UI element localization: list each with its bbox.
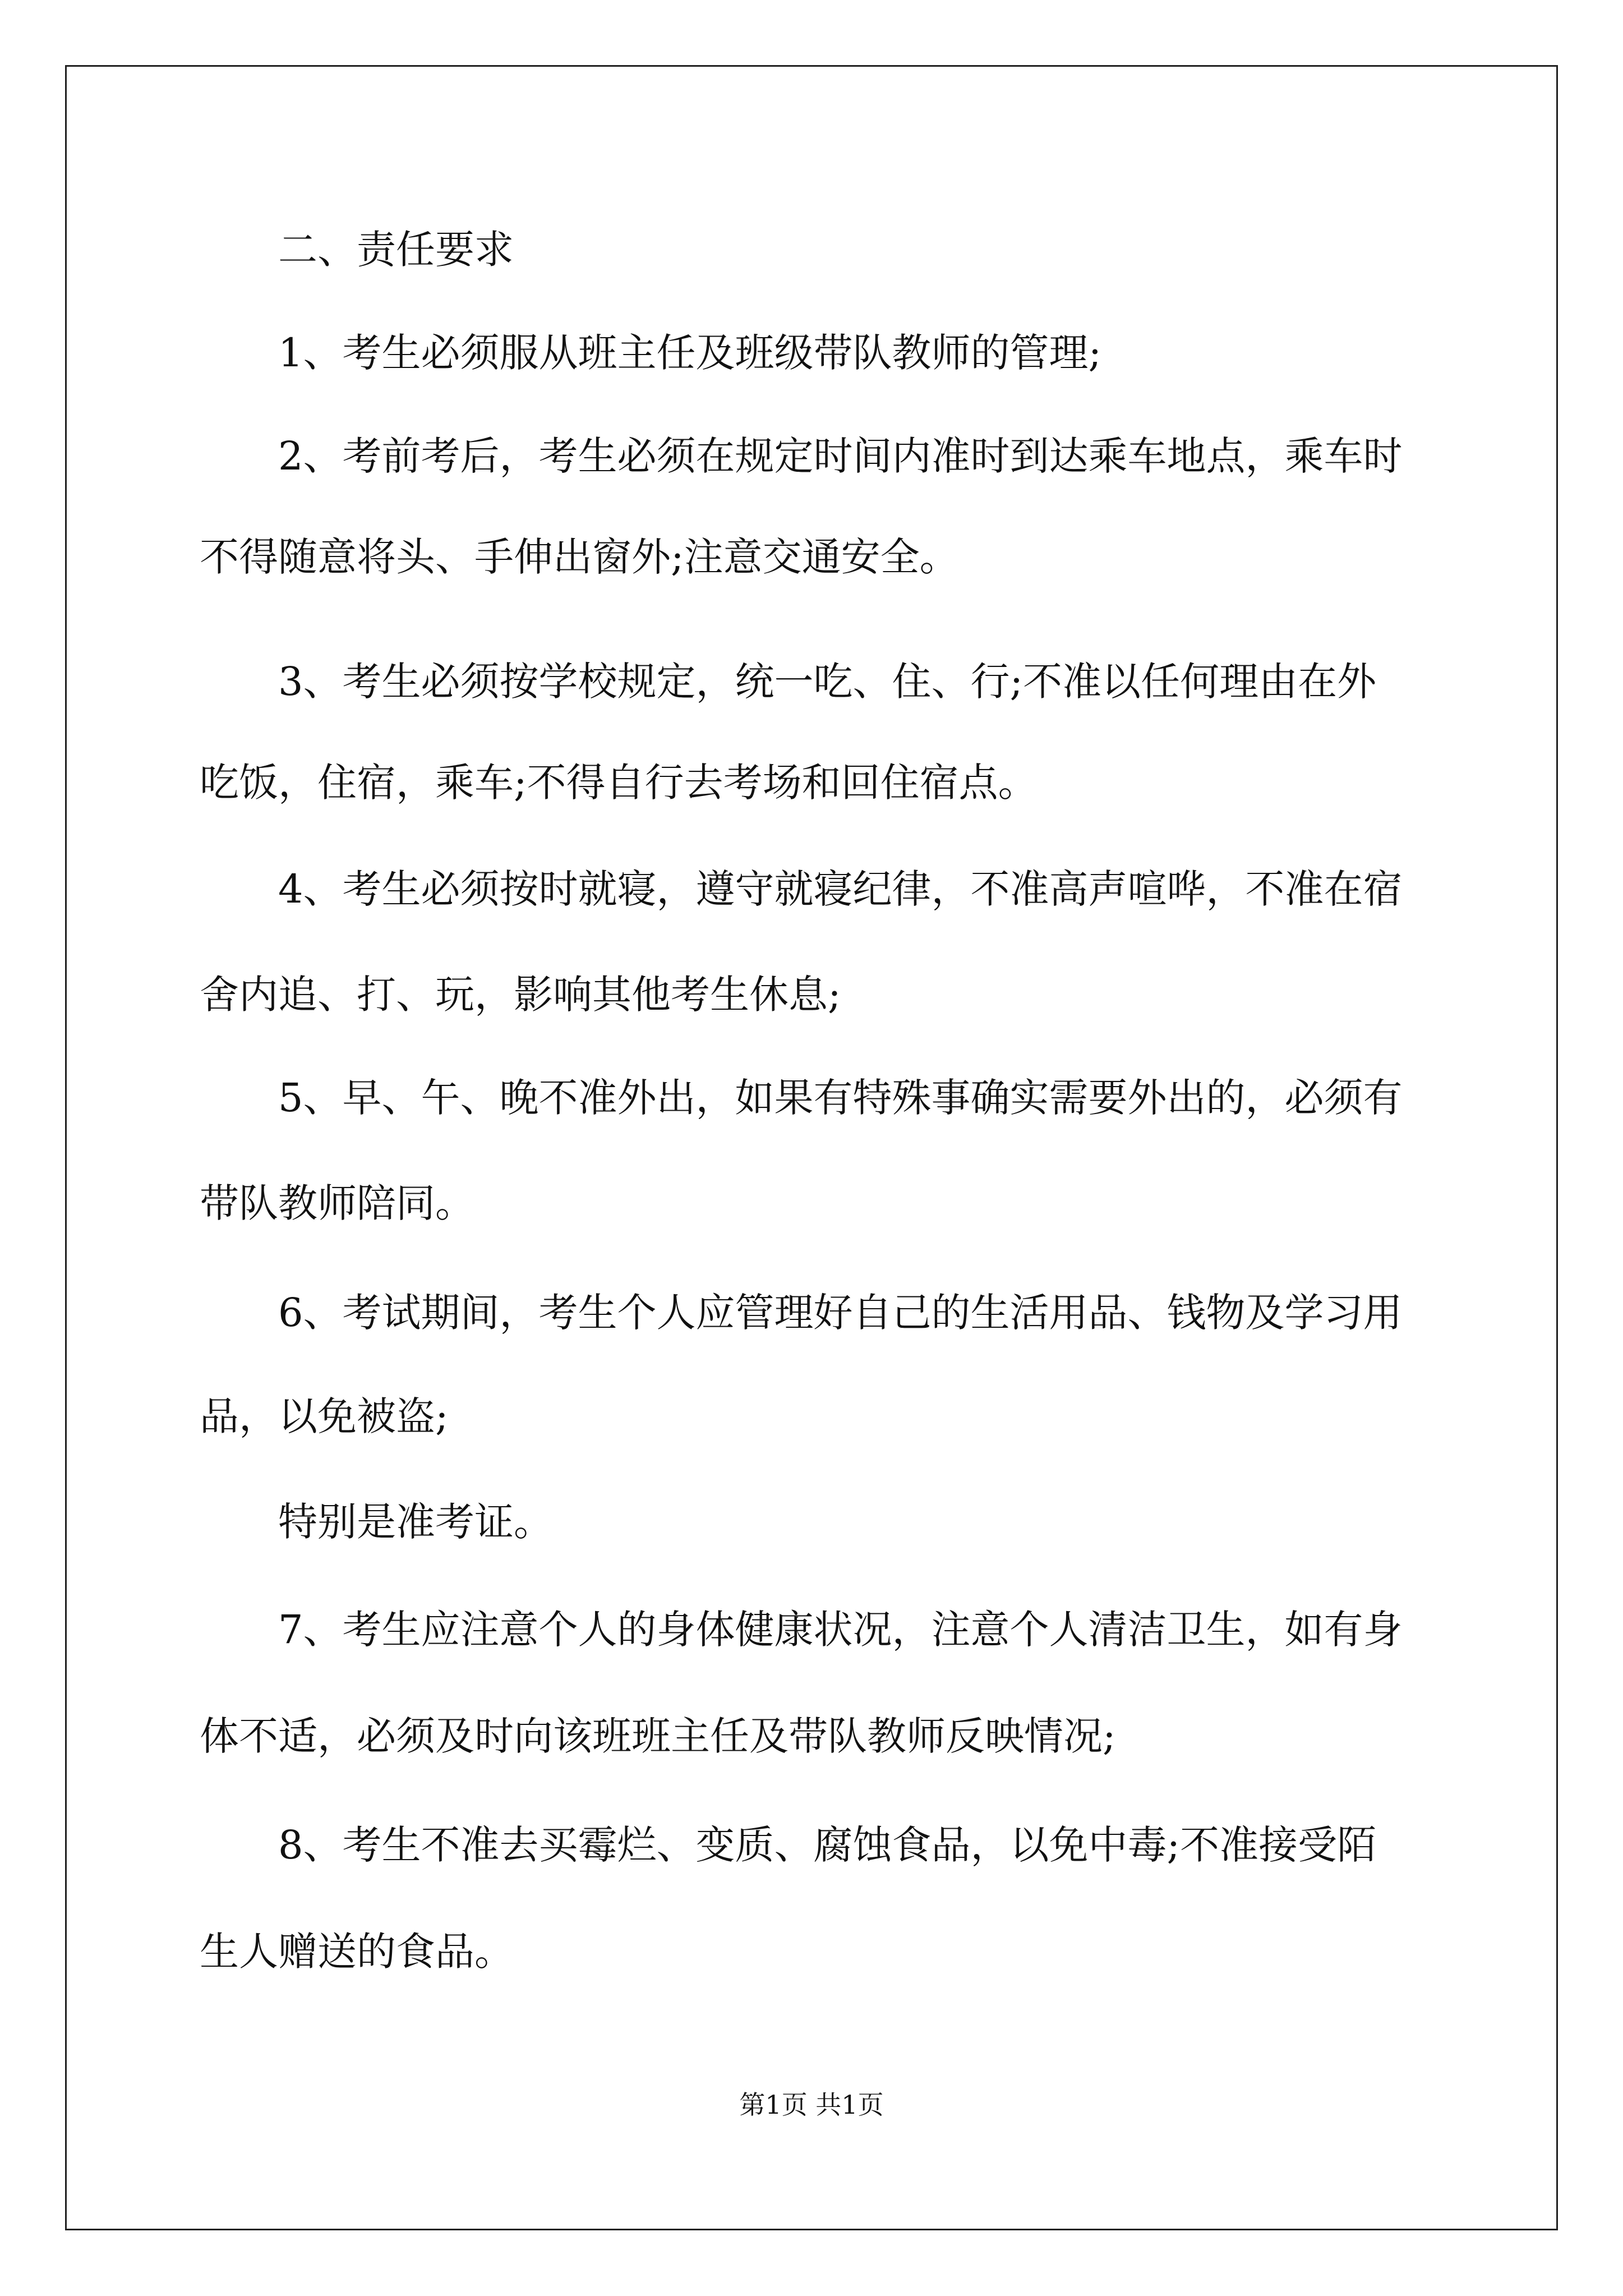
paragraph-line: 舍内追、打、玩，影响其他考生休息; xyxy=(200,972,841,1018)
paragraph-line: 6、考试期间，考生个人应管理好自己的生活用品、钱物及学习用 xyxy=(278,1290,1403,1336)
paragraph-line: 8、考生不准去买霉烂、变质、腐蚀食品，以免中毒;不准接受陌 xyxy=(278,1822,1377,1868)
paragraph-line: 3、考生必须按学校规定，统一吃、住、行;不准以任何理由在外 xyxy=(278,659,1377,705)
paragraph-line: 4、考生必须按时就寝，遵守就寝纪律，不准高声喧哗，不准在宿 xyxy=(278,866,1403,912)
paragraph-line: 7、考生应注意个人的身体健康状况，注意个人清洁卫生，如有身 xyxy=(278,1607,1403,1653)
section-heading: 二、责任要求 xyxy=(278,227,514,273)
paragraph-line: 特别是准考证。 xyxy=(278,1499,553,1545)
paragraph-line: 2、考前考后，考生必须在规定时间内准时到达乘车地点，乘车时 xyxy=(278,433,1403,479)
paragraph-line: 不得随意将头、手伸出窗外;注意交通安全。 xyxy=(200,534,959,580)
paragraph-line: 品，以免被盗; xyxy=(200,1393,449,1439)
page-border xyxy=(65,65,1558,2230)
page-footer: 第1页 共1页 xyxy=(739,2090,884,2120)
paragraph-line: 1、考生必须服从班主任及班级带队教师的管理; xyxy=(278,330,1102,376)
paragraph-line: 带队教师陪同。 xyxy=(200,1180,474,1226)
paragraph-line: 生人赠送的食品。 xyxy=(200,1929,514,1975)
paragraph-line: 吃饭，住宿，乘车;不得自行去考场和回住宿点。 xyxy=(200,760,1038,806)
paragraph-line: 5、早、午、晚不准外出，如果有特殊事确实需要外出的，必须有 xyxy=(278,1075,1403,1121)
paragraph-line: 体不适，必须及时向该班班主任及带队教师反映情况; xyxy=(200,1713,1116,1759)
